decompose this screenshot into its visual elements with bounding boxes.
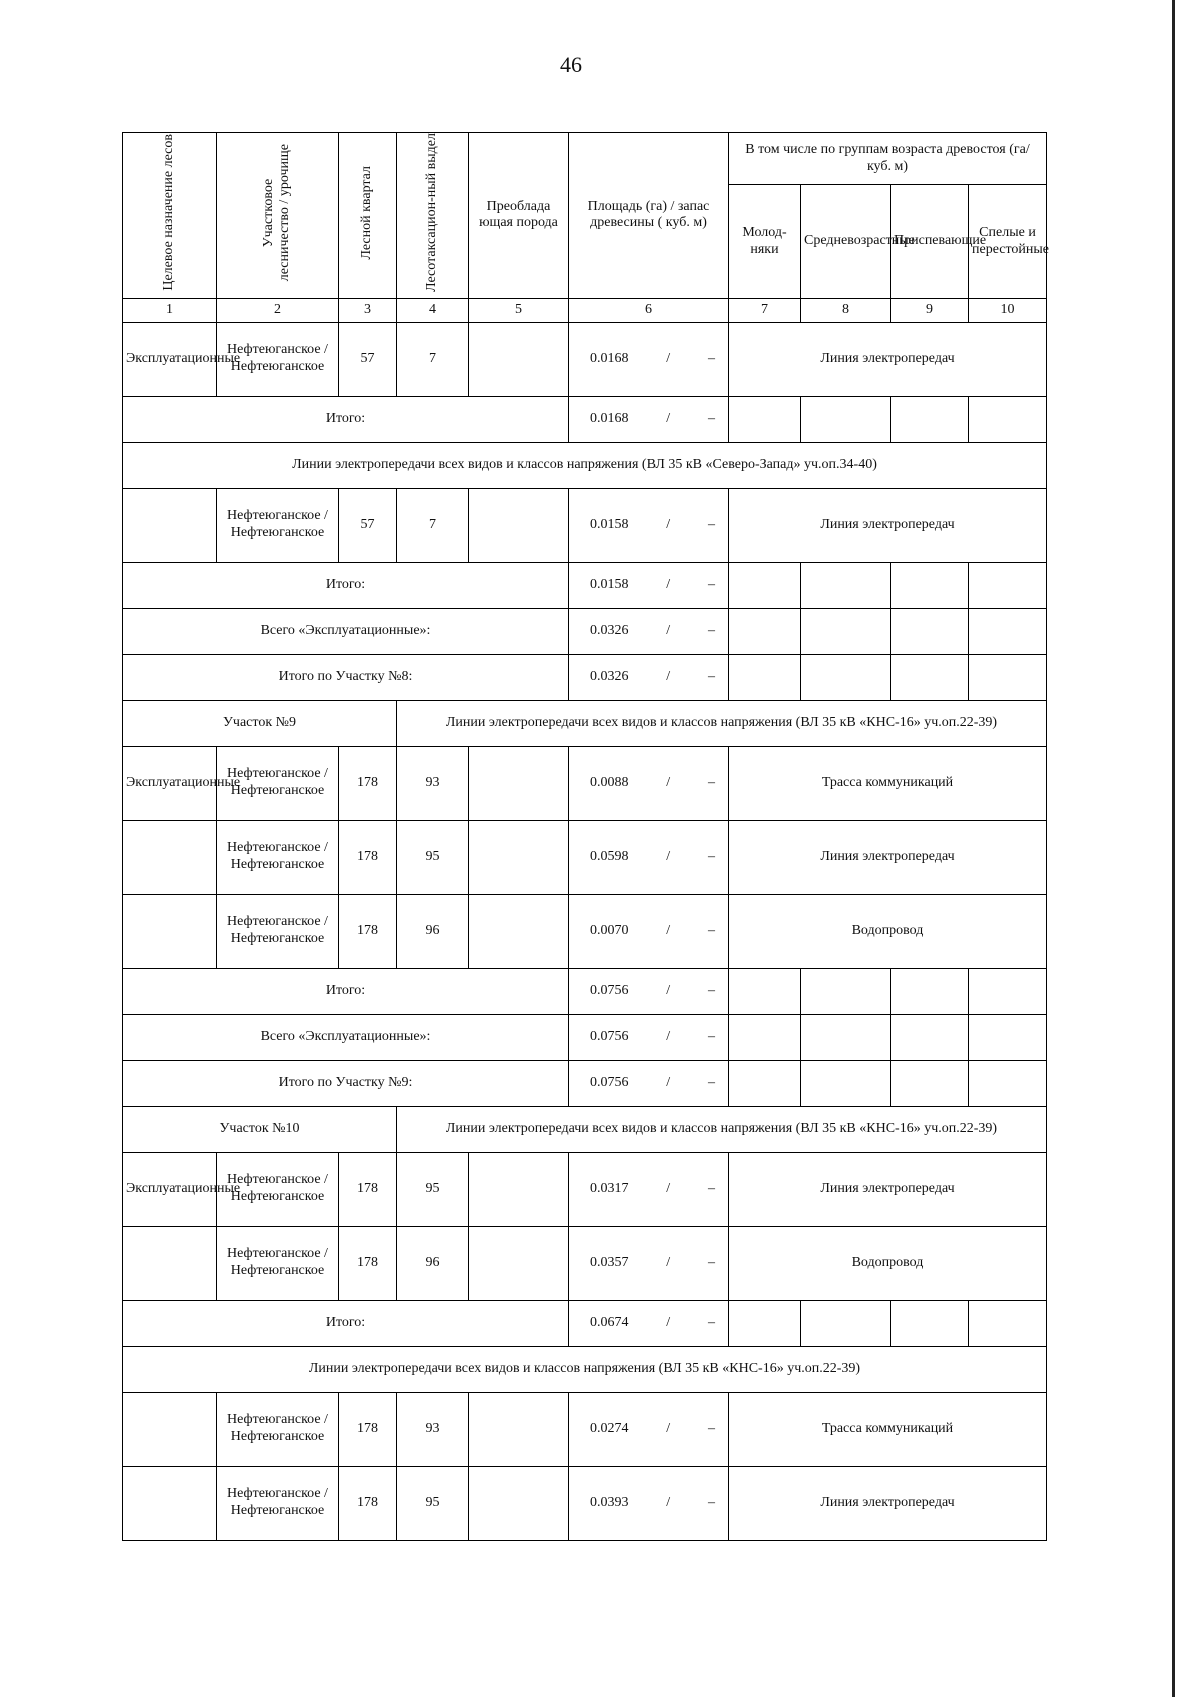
section-heading: Линии электропередачи всех видов и классов напряжения (ВЛ 35 кВ «КНС-16» уч.оп.22-39) [123, 1346, 1047, 1392]
col-number: 4 [397, 298, 469, 322]
area-cell: 0.0070 / – [569, 894, 729, 968]
empty-cell [801, 1060, 891, 1106]
species-cell [469, 1152, 569, 1226]
species-cell [469, 322, 569, 396]
empty-cell [729, 1014, 801, 1060]
purpose-cell [123, 1392, 217, 1466]
plot-cell: 93 [397, 746, 469, 820]
species-cell [469, 894, 569, 968]
header-plot: Лесотаксацион-ный выдел [397, 133, 469, 299]
area-cell: 0.0598 / – [569, 820, 729, 894]
species-cell [469, 746, 569, 820]
subtotal-label: Итого: [123, 968, 569, 1014]
empty-cell [729, 562, 801, 608]
note-cell: Водопровод [729, 1226, 1047, 1300]
header-young: Молод-няки [729, 185, 801, 298]
empty-cell [729, 608, 801, 654]
area-cell: 0.0158 / – [569, 488, 729, 562]
total-label: Всего «Эксплуатационные»: [123, 1014, 569, 1060]
section-heading: Линии электропередачи всех видов и классов напряжения (ВЛ 35 кВ «КНС-16» уч.оп.22-39) [397, 700, 1047, 746]
empty-cell [891, 562, 969, 608]
total-row [123, 654, 1047, 700]
plot-cell: 7 [397, 488, 469, 562]
header-middle-aged: Средневозрастные [801, 185, 891, 298]
table-row [123, 488, 1047, 562]
table-row [123, 1392, 1047, 1466]
empty-cell [801, 654, 891, 700]
empty-cell [729, 968, 801, 1014]
total-row [123, 1014, 1047, 1060]
header-age-groups: В том числе по группам возраста древостоя (га/ куб. м) [729, 133, 1047, 185]
area-cell: 0.0168 / – [569, 396, 729, 442]
section-heading: Линии электропередачи всех видов и классов напряжения (ВЛ 35 кВ «Северо-Запад» уч.оп.34-40) [123, 442, 1047, 488]
table-row [123, 746, 1047, 820]
area-cell: 0.0756 / – [569, 968, 729, 1014]
empty-cell [969, 608, 1047, 654]
total-label: Итого по Участку №8: [123, 654, 569, 700]
header-species: Преоблада ющая порода [469, 133, 569, 299]
purpose-cell: Эксплуатационные [123, 746, 217, 820]
note-cell: Трасса коммуникаций [729, 746, 1047, 820]
forestry-cell: Нефтеюганское / Нефтеюганское [217, 1392, 339, 1466]
note-cell: Линия электропередач [729, 488, 1047, 562]
empty-cell [969, 1060, 1047, 1106]
col-number: 8 [801, 298, 891, 322]
area-cell: 0.0158 / – [569, 562, 729, 608]
area-cell: 0.0674 / – [569, 1300, 729, 1346]
total-row [123, 1060, 1047, 1106]
area-cell: 0.0274 / – [569, 1392, 729, 1466]
subtotal-row [123, 562, 1047, 608]
forest-plots-table [122, 132, 1050, 1541]
section-heading-row [123, 442, 1047, 488]
species-cell [469, 1466, 569, 1540]
empty-cell [801, 968, 891, 1014]
empty-cell [891, 1014, 969, 1060]
empty-cell [969, 1014, 1047, 1060]
col-number: 6 [569, 298, 729, 322]
quarter-cell: 178 [339, 894, 397, 968]
empty-cell [729, 396, 801, 442]
species-cell [469, 488, 569, 562]
total-label: Всего «Эксплуатационные»: [123, 608, 569, 654]
quarter-cell: 178 [339, 1226, 397, 1300]
subtotal-row [123, 968, 1047, 1014]
empty-cell [801, 608, 891, 654]
area-cell: 0.0756 / – [569, 1014, 729, 1060]
area-cell: 0.0756 / – [569, 1060, 729, 1106]
empty-cell [969, 654, 1047, 700]
quarter-cell: 178 [339, 820, 397, 894]
subtotal-row [123, 1300, 1047, 1346]
purpose-cell [123, 894, 217, 968]
empty-cell [891, 654, 969, 700]
purpose-cell [123, 820, 217, 894]
total-label: Итого по Участку №9: [123, 1060, 569, 1106]
table-row [123, 1226, 1047, 1300]
header-mature: Спелые и перестойные [969, 185, 1047, 298]
plot-cell: 96 [397, 894, 469, 968]
section-label: Участок №9 [123, 700, 397, 746]
table-row [123, 894, 1047, 968]
forestry-cell: Нефтеюганское / Нефтеюганское [217, 820, 339, 894]
note-cell: Линия электропередач [729, 1466, 1047, 1540]
quarter-cell: 178 [339, 1466, 397, 1540]
section-heading: Линии электропередачи всех видов и классов напряжения (ВЛ 35 кВ «КНС-16» уч.оп.22-39) [397, 1106, 1047, 1152]
empty-cell [801, 396, 891, 442]
empty-cell [969, 968, 1047, 1014]
section-heading-row [123, 1106, 1047, 1152]
header-row-1 [123, 133, 1047, 185]
area-cell: 0.0317 / – [569, 1152, 729, 1226]
total-row [123, 608, 1047, 654]
table-row [123, 1466, 1047, 1540]
section-label: Участок №10 [123, 1106, 397, 1152]
area-cell: 0.0168 / – [569, 322, 729, 396]
empty-cell [969, 396, 1047, 442]
species-cell [469, 1392, 569, 1466]
species-cell [469, 1226, 569, 1300]
empty-cell [729, 1060, 801, 1106]
plot-cell: 95 [397, 820, 469, 894]
note-cell: Трасса коммуникаций [729, 1392, 1047, 1466]
plot-cell: 95 [397, 1152, 469, 1226]
col-number: 7 [729, 298, 801, 322]
purpose-cell [123, 1226, 217, 1300]
table-row [123, 1152, 1047, 1226]
purpose-cell [123, 488, 217, 562]
col-number: 1 [123, 298, 217, 322]
col-number: 5 [469, 298, 569, 322]
area-cell: 0.0088 / – [569, 746, 729, 820]
area-cell: 0.0326 / – [569, 608, 729, 654]
forestry-cell: Нефтеюганское / Нефтеюганское [217, 1226, 339, 1300]
subtotal-label: Итого: [123, 562, 569, 608]
purpose-cell [123, 1466, 217, 1540]
plot-cell: 95 [397, 1466, 469, 1540]
plot-cell: 7 [397, 322, 469, 396]
empty-cell [729, 1300, 801, 1346]
quarter-cell: 178 [339, 1152, 397, 1226]
empty-cell [891, 1300, 969, 1346]
empty-cell [891, 968, 969, 1014]
subtotal-label: Итого: [123, 1300, 569, 1346]
col-number: 2 [217, 298, 339, 322]
note-cell: Водопровод [729, 894, 1047, 968]
empty-cell [891, 396, 969, 442]
header-area: Площадь (га) / запас древесины ( куб. м) [569, 133, 729, 299]
forestry-cell: Нефтеюганское / Нефтеюганское [217, 1152, 339, 1226]
forestry-cell: Нефтеюганское / Нефтеюганское [217, 894, 339, 968]
species-cell [469, 820, 569, 894]
col-number: 10 [969, 298, 1047, 322]
scan-edge-line [1172, 0, 1175, 1697]
empty-cell [801, 1014, 891, 1060]
area-cell: 0.0393 / – [569, 1466, 729, 1540]
forestry-cell: Нефтеюганское / Нефтеюганское [217, 322, 339, 396]
header-maturing: Приспевающие [891, 185, 969, 298]
subtotal-row [123, 396, 1047, 442]
page-number: 46 [560, 52, 582, 77]
forestry-cell: Нефтеюганское / Нефтеюганское [217, 1466, 339, 1540]
empty-cell [801, 1300, 891, 1346]
quarter-cell: 178 [339, 1392, 397, 1466]
header-purpose: Целевое назначение лесов [123, 133, 217, 299]
empty-cell [801, 562, 891, 608]
purpose-cell: Эксплуатационные [123, 1152, 217, 1226]
plot-cell: 96 [397, 1226, 469, 1300]
section-heading-row [123, 700, 1047, 746]
header-forestry: Участковое лесничество / урочище [217, 133, 339, 299]
quarter-cell: 178 [339, 746, 397, 820]
section-heading-row [123, 1346, 1047, 1392]
purpose-cell: Эксплуатационные [123, 322, 217, 396]
quarter-cell: 57 [339, 322, 397, 396]
col-number: 3 [339, 298, 397, 322]
area-cell: 0.0326 / – [569, 654, 729, 700]
area-cell: 0.0357 / – [569, 1226, 729, 1300]
note-cell: Линия электропередач [729, 820, 1047, 894]
col-number: 9 [891, 298, 969, 322]
table-row [123, 820, 1047, 894]
plot-cell: 93 [397, 1392, 469, 1466]
empty-cell [969, 1300, 1047, 1346]
column-numbers-row [123, 298, 1047, 322]
forestry-cell: Нефтеюганское / Нефтеюганское [217, 488, 339, 562]
empty-cell [891, 608, 969, 654]
header-quarter: Лесной квартал [339, 133, 397, 299]
empty-cell [729, 654, 801, 700]
quarter-cell: 57 [339, 488, 397, 562]
subtotal-label: Итого: [123, 396, 569, 442]
empty-cell [891, 1060, 969, 1106]
note-cell: Линия электропередач [729, 1152, 1047, 1226]
empty-cell [969, 562, 1047, 608]
forestry-cell: Нефтеюганское / Нефтеюганское [217, 746, 339, 820]
note-cell: Линия электропередач [729, 322, 1047, 396]
table-row [123, 322, 1047, 396]
